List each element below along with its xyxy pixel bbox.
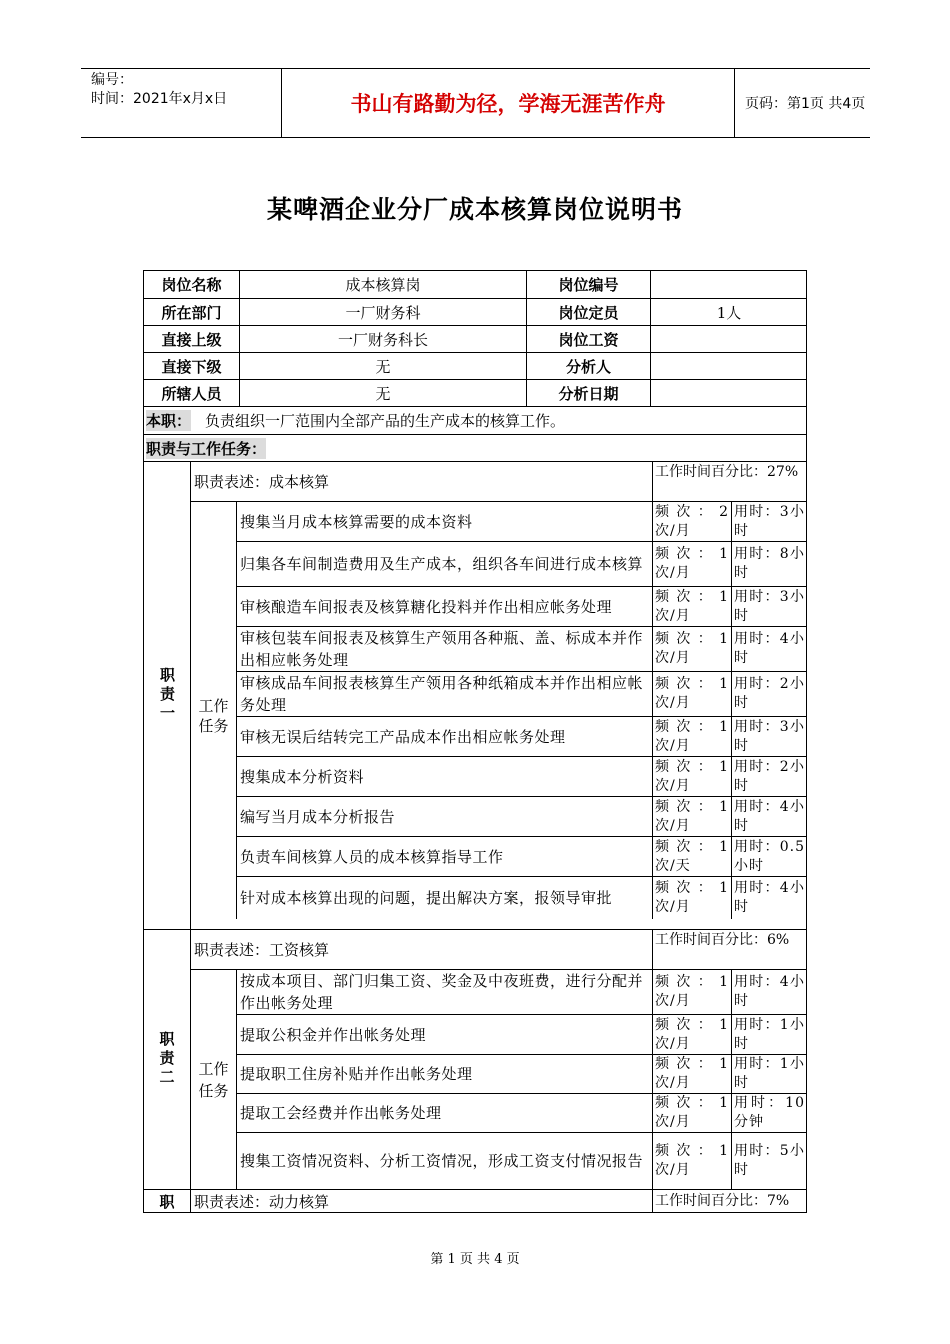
duty3-statement: 职责表述：动力核算 <box>190 1189 652 1213</box>
duty3-percent: 工作时间百分比：7% <box>652 1189 807 1213</box>
task-frequency: 频次：1次/月 <box>652 626 731 671</box>
duty1-percent: 工作时间百分比：27% <box>652 461 807 501</box>
task-frequency: 频次：1次/天 <box>652 836 731 876</box>
main-duty-text: 负责组织一厂范围内全部产品的生产成本的核算工作。 <box>205 412 566 430</box>
info-label-date: 分析日期 <box>526 379 650 406</box>
info-label-analyst: 分析人 <box>526 352 650 379</box>
task-frequency: 频次：1次/月 <box>652 671 731 716</box>
info-value-subordinate: 无 <box>239 352 526 379</box>
task-frequency: 频次：1次/月 <box>652 876 731 919</box>
task-duration: 用时：8小时 <box>731 541 807 586</box>
main-duty-label: 本职： <box>146 412 192 430</box>
task-duration: 用时：1小时 <box>731 1054 807 1093</box>
document-title: 某啤酒企业分厂成本核算岗位说明书 <box>266 195 683 224</box>
task-frequency: 频次：1次/月 <box>652 586 731 626</box>
task-text: 提取职工住房补贴并作出帐务处理 <box>236 1054 652 1093</box>
task-duration: 用时：3小时 <box>731 501 807 541</box>
task-duration: 用时：2小时 <box>731 671 807 716</box>
task-frequency: 频次：2次/月 <box>652 501 731 541</box>
task-frequency: 频次：1次/月 <box>652 541 731 586</box>
task-frequency: 频次：1次/月 <box>652 716 731 756</box>
task-frequency: 频次：1次/月 <box>652 1014 731 1054</box>
header-meta <box>81 69 281 139</box>
task-text: 审核成品车间报表核算生产领用各种纸箱成本并作出相应帐务处理 <box>236 671 652 716</box>
task-duration: 用时：1小时 <box>731 1014 807 1054</box>
info-value-dept: 一厂财务科 <box>239 298 526 325</box>
task-text: 审核无误后结转完工产品成本作出相应帐务处理 <box>236 716 652 756</box>
task-text: 搜集当月成本核算需要的成本资料 <box>236 501 652 541</box>
task-frequency: 频次：1次/月 <box>652 1132 731 1189</box>
duty1-label-text: 职责一 <box>158 667 176 724</box>
duty1-label <box>144 461 190 929</box>
info-label-name: 岗位名称 <box>161 276 222 294</box>
info-value-wage <box>650 325 807 352</box>
task-duration: 用时：2小时 <box>731 756 807 796</box>
task-text: 针对成本核算出现的问题，提出解决方案，报领导审批 <box>236 876 652 919</box>
task-duration: 用时：3小时 <box>731 586 807 626</box>
task-duration: 用时：10分钟 <box>731 1093 807 1132</box>
tasks-heading-row <box>144 434 807 461</box>
info-value-analyst <box>650 352 807 379</box>
task-frequency: 频次：1次/月 <box>652 1093 731 1132</box>
duty1-task-label: 工作任务 <box>190 501 236 929</box>
info-value-staff: 无 <box>239 379 526 406</box>
info-value-name: 成本核算岗 <box>239 271 526 298</box>
number-label: 编号： <box>91 72 133 88</box>
task-duration: 用时：0.5小时 <box>731 836 807 876</box>
task-text: 按成本项目、部门归集工资、奖金及中夜班费，进行分配并作出帐务处理 <box>236 969 652 1014</box>
task-frequency: 频次：1次/月 <box>652 796 731 836</box>
job-description-table <box>143 270 807 1213</box>
duty2-label-text: 职责二 <box>157 1031 176 1088</box>
tasks-heading: 职责与工作任务： <box>146 439 267 458</box>
info-label-quota: 岗位定员 <box>526 298 650 325</box>
info-label-superior: 直接上级 <box>144 325 239 352</box>
task-frequency: 频次：1次/月 <box>652 969 731 1014</box>
info-label-subordinate: 直接下级 <box>144 352 239 379</box>
duty2-percent: 工作时间百分比：6% <box>652 929 807 969</box>
header-page-number: 页码：第1页 共4页 <box>745 96 866 112</box>
duty3-label: 职 <box>144 1189 190 1213</box>
task-text: 归集各车间制造费用及生产成本，组织各车间进行成本核算 <box>236 541 652 586</box>
info-value-code <box>650 271 807 298</box>
task-duration: 用时：4小时 <box>731 969 807 1014</box>
task-text: 负责车间核算人员的成本核算指导工作 <box>236 836 652 876</box>
task-duration: 用时：5小时 <box>731 1132 807 1189</box>
task-duration: 用时：4小时 <box>731 876 807 919</box>
info-value-date <box>650 379 807 406</box>
duty1-statement: 职责表述：成本核算 <box>190 461 652 501</box>
duty2-label <box>144 929 190 1189</box>
info-label-staff: 所辖人员 <box>144 379 239 406</box>
task-text: 搜集工资情况资料、分析工资情况，形成工资支付情况报告 <box>236 1132 652 1189</box>
main-duty-row <box>144 406 807 434</box>
task-duration: 用时：4小时 <box>731 796 807 836</box>
info-label-wage: 岗位工资 <box>526 325 650 352</box>
task-text: 提取公积金并作出帐务处理 <box>236 1014 652 1054</box>
time-label: 时间：2021年x月x日 <box>91 91 228 107</box>
task-frequency: 频次：1次/月 <box>652 756 731 796</box>
task-text: 审核包装车间报表及核算生产领用各种瓶、盖、标成本并作出相应帐务处理 <box>236 626 652 671</box>
info-value-quota: 1人 <box>650 298 807 325</box>
info-value-superior: 一厂财务科长 <box>239 325 526 352</box>
task-text: 提取工会经费并作出帐务处理 <box>236 1093 652 1132</box>
duty2-task-label: 工作任务 <box>190 969 236 1189</box>
page-header <box>81 68 870 138</box>
task-duration: 用时：4小时 <box>731 626 807 671</box>
task-text: 搜集成本分析资料 <box>236 756 652 796</box>
task-duration: 用时：3小时 <box>731 716 807 756</box>
info-label-dept: 所在部门 <box>144 298 239 325</box>
header-motto: 书山有路勤为径，学海无涯苦作舟 <box>281 69 735 137</box>
task-text: 编写当月成本分析报告 <box>236 796 652 836</box>
page-footer: 第 1 页 共 4 页 <box>430 1252 520 1267</box>
task-frequency: 频次：1次/月 <box>652 1054 731 1093</box>
duty2-statement: 职责表述：工资核算 <box>190 929 652 969</box>
info-label-code: 岗位编号 <box>526 271 650 298</box>
task-text: 审核酿造车间报表及核算糖化投料并作出相应帐务处理 <box>236 586 652 626</box>
